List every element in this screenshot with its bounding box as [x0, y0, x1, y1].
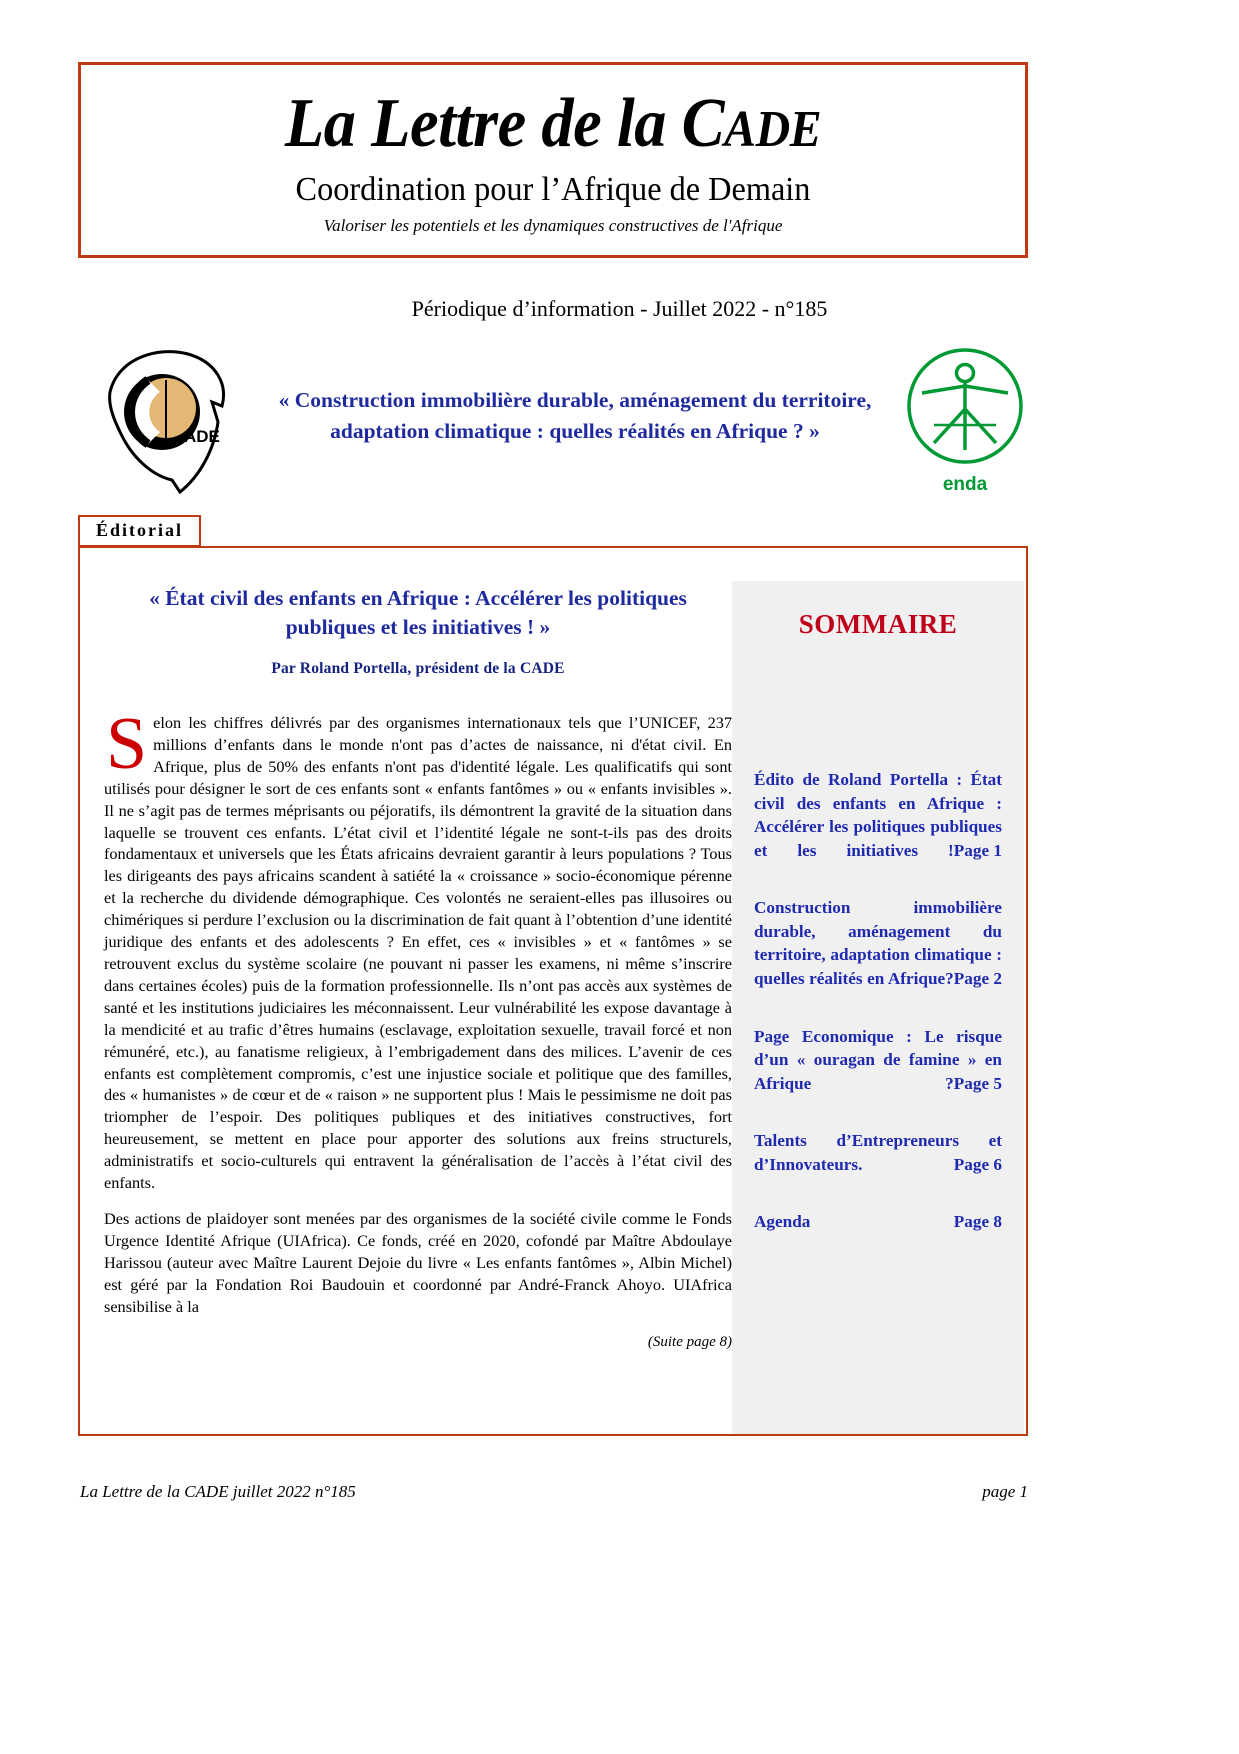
- sommaire-item-agenda[interactable]: [754, 1210, 1002, 1234]
- svg-text:ADE: ADE: [184, 427, 220, 446]
- sommaire-item-construction-page: Page 2: [953, 968, 1002, 988]
- sommaire-title: SOMMAIRE: [798, 609, 958, 639]
- article-title: [104, 584, 732, 642]
- issue-headline-line1: « Construction immobilière durable, aménagement du territoire,: [278, 388, 872, 412]
- sommaire-item-edito-page: Page 1: [953, 840, 1002, 860]
- enda-logo-label: enda: [942, 474, 988, 495]
- cade-logo-icon: [88, 340, 248, 500]
- sommaire-item-agenda-page: Page 8: [953, 1212, 1002, 1232]
- sommaire-item-talents[interactable]: [754, 1129, 1002, 1176]
- content-box: [78, 546, 1028, 1436]
- masthead-tagline: Valoriser les potentiels et les dynamiques constructives de l'Afrique: [323, 216, 783, 236]
- article-paragraph-2: Des actions de plaidoyer sont menées par des organismes de la société civile comme le Fonds Urgence Identité Afrique (UIAfrica). Ce fonds, créé en 2020, cofondé par Maître Abdoulaye Harissou (auteur avec Maître Laurent Dejoie du livre « Les enfants fantômes », Albin Michel) est géré par la Fondation Roi Baudouin et coordonné par André-Franck Ahoyo. UIAfrica sensibilise à la: [104, 1208, 732, 1316]
- drop-cap: S: [106, 703, 148, 786]
- article-paragraph-1-text: elon les chiffres délivrés par des organismes internationaux tels que l’UNICEF, 237 millions d’enfants dans le monde n'ont pas d’actes de naissance, ni d'état civil. En Afrique, plus de 50% des enfants n'ont pas d'identité légale. Les qualificatifs qui sont utilisés pour désigner le sort de ces enfants sont « enfants fantômes » ou « enfants invisibles ». Il ne s’agit pas de termes méprisants ou péjoratifs, ils démontrent la gravité de la situation dans laquelle se trouvent ces enfants. L’état civil et l’identité légale ne sont-t-ils pas des droits fondamentaux et universels que les États africains devraient garantir à leurs populations ? Tous les dirigeants des pays africains scandent à satiété la « croissance » socio-économique pérenne et la recherche du dividende démographique. Ces volontés ne seraient-elles pas illusoires ou chimériques si perdure l’exclusion ou la discrimination de fait quant à l’obtention d’une identité juridique des enfants et des adolescents ? En effet, ces « invisibles » et « fantômes » se retrouvent exclus du système scolaire (ne pouvant ni passer les examens, ni même s’inscrire dans certaines écoles) puis de la formation professionnelle. Ils n’ont pas accès aux systèmes de santé et les institutions judiciaires les méconnaissent. Leur vulnérabilité les expose davantage à la mendicité et au trafic d’êtres humains (esclavage, exploitation sexuelle, travail forcé et non rémunéré, etc.), au fanatisme religieux, à l’embrigadement dans des milices. L’avenir de ces enfants est complètement compromis, c’est une injustice sociale et politique que des familles, des « humanistes » de cœur et de « raison » ne supportent plus ! Mais le pessimisme ne doit pas triompher de l’espoir. Des politiques publiques et des initiatives constructives, fort heureusement, se mettent en place pour apporter des solutions aux freins structurels, administratifs et socio-culturels qui entravent la généralisation de l’accès à l’état civil des enfants.: [104, 713, 732, 1193]
- article-byline: Par Roland Portella, président de la CADE: [271, 660, 565, 678]
- sommaire-item-economique-page: Page 5: [953, 1073, 1002, 1093]
- continuation-note: (Suite page 8): [647, 1333, 732, 1350]
- page-footer: [80, 1482, 1028, 1502]
- issue-headline: [250, 385, 900, 446]
- enda-logo: [900, 345, 1030, 495]
- enda-logo-icon: [904, 345, 1026, 467]
- periodical-info-line: Périodique d’information - Juillet 2022 - n°185: [411, 296, 828, 321]
- sommaire-item-edito[interactable]: [754, 768, 1002, 862]
- article-paragraph-1: [104, 703, 732, 1194]
- masthead-title-main: La Lettre de la: [284, 85, 682, 162]
- sommaire-item-edito-text: Édito de Roland Portella : État civil des enfants en Afrique : Accélérer les politiques publiques et les initiatives !: [754, 770, 1002, 860]
- masthead-subtitle: Coordination pour l’Afrique de Demain: [295, 171, 811, 208]
- article-title-line2: publiques et les initiatives ! »: [285, 615, 551, 640]
- footer-left-part2: juillet 2022 n°185: [228, 1482, 356, 1501]
- sommaire-item-talents-page: Page 6: [953, 1154, 1002, 1174]
- masthead-acronym-c: C: [681, 85, 725, 162]
- editorial-tab: Éditorial: [78, 515, 201, 547]
- editorial-article: [104, 570, 732, 1352]
- masthead-box: [78, 62, 1028, 258]
- sommaire-item-economique-text: Page Economique : Le risque d’un « ouragan de famine » en Afrique ?: [754, 1026, 1002, 1093]
- article-body: [104, 703, 732, 1352]
- sommaire-panel: [732, 581, 1024, 1434]
- footer-page-number: page 1: [982, 1482, 1028, 1501]
- sommaire-item-economique[interactable]: [754, 1025, 1002, 1096]
- masthead-acronym-rest: ADE: [724, 101, 822, 158]
- issue-headline-line2: adaptation climatique : quelles réalités en Afrique ? »: [330, 418, 820, 443]
- article-title-line1: « État civil des enfants en Afrique : Accélérer les politiques: [149, 586, 687, 610]
- sommaire-item-talents-text: Talents d’Entrepreneurs et d’Innovateurs.: [754, 1131, 1002, 1174]
- sommaire-item-construction[interactable]: [754, 896, 1002, 990]
- footer-left-part1: La Lettre de la: [80, 1482, 185, 1501]
- footer-left: [80, 1482, 356, 1502]
- sommaire-list: [754, 768, 1002, 1234]
- sommaire-item-agenda-text: Agenda: [754, 1212, 811, 1232]
- footer-left-acronym: CADE: [184, 1482, 229, 1501]
- masthead-title: [119, 85, 987, 162]
- sommaire-item-construction-text: Construction immobilière durable, aménagement du territoire, adaptation climatique : quelles réalités en Afrique?: [754, 898, 1002, 988]
- cade-logo: [88, 340, 248, 500]
